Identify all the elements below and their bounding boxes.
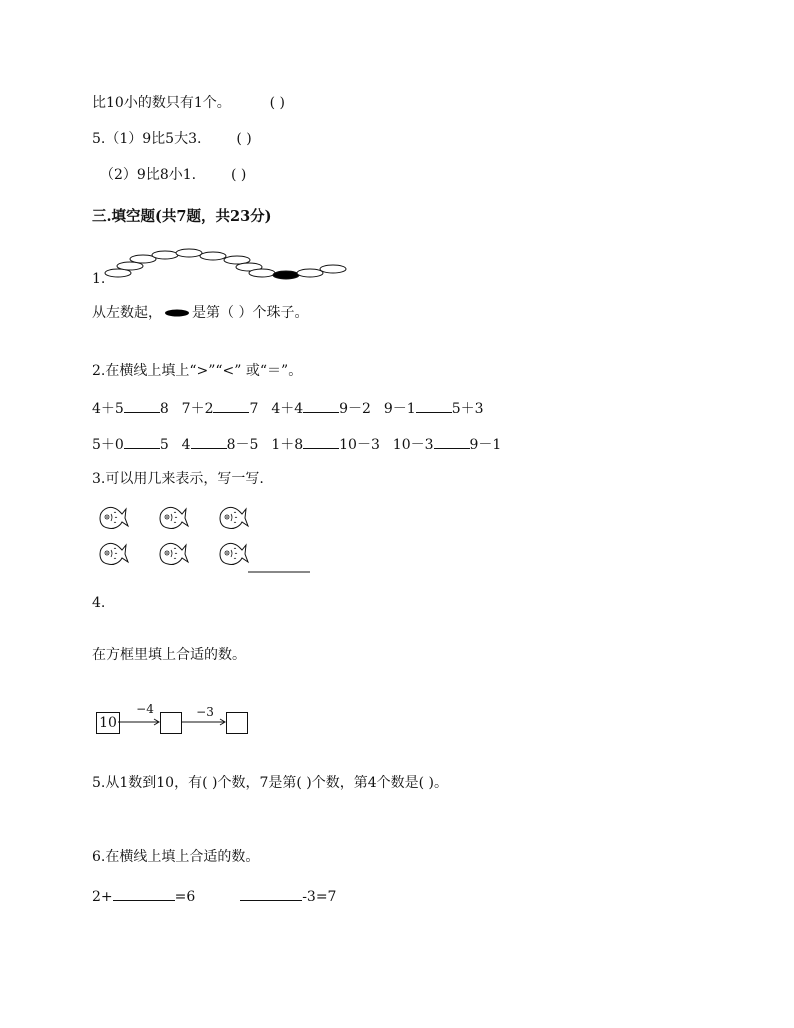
expr-right: 9－1 <box>469 437 502 453</box>
operation-minus-4: −4 <box>136 702 154 716</box>
problem-1-number: 1. <box>92 271 106 287</box>
fish-icon <box>100 543 128 564</box>
expr-right: 5 <box>159 437 169 453</box>
arrow-right-icon <box>118 717 160 727</box>
problem-4-text: 在方框里填上合适的数。 <box>92 647 246 663</box>
problem-1-question <box>92 304 308 322</box>
expr-left: 4 <box>181 437 191 453</box>
true-false-item-5-1 <box>92 130 252 148</box>
compare-blank[interactable] <box>416 398 452 413</box>
compare-blank[interactable] <box>303 434 339 449</box>
item-5-1-text: 5.（1）9比5大3. <box>92 131 202 147</box>
black-bead-icon <box>162 306 192 320</box>
expr-left: 7＋2 <box>181 401 214 417</box>
expr-left: 5＋0 <box>92 437 124 453</box>
expr-left: 4＋5 <box>92 401 124 417</box>
expr-right: 8 <box>159 401 169 417</box>
true-false-item-4 <box>92 94 285 112</box>
expr-left: 1＋8 <box>271 437 304 453</box>
expr-right: 5＋3 <box>451 401 484 417</box>
fish-group <box>0 500 794 580</box>
expr-right: 7 <box>249 401 259 417</box>
problem-1-text-after: 是第（ ）个珠子。 <box>192 305 309 321</box>
problem-1-text-before: 从左数起， <box>92 305 162 321</box>
problem-4-number: 4. <box>92 595 106 611</box>
compare-blank[interactable] <box>303 398 339 413</box>
comparison-row-1 <box>92 398 484 418</box>
compare-blank[interactable] <box>124 434 160 449</box>
answer-paren[interactable]: ( ) <box>269 95 286 111</box>
answer-paren[interactable]: ( ) <box>236 131 252 147</box>
fish-icon <box>160 543 188 564</box>
compare-blank[interactable] <box>434 434 470 449</box>
compare-blank[interactable] <box>124 398 160 413</box>
problem-5-text: 5.从1数到10，有( )个数，7是第( )个数，第4个数是( )。 <box>92 775 449 791</box>
problem-6-equations <box>92 886 336 906</box>
fish-icon <box>220 507 248 528</box>
start-number-box: 10 <box>96 712 120 734</box>
fish-icon <box>160 507 188 528</box>
fish-icon <box>100 507 128 528</box>
item-4-text: 比10小的数只有1个。 <box>92 95 231 111</box>
expr-right: 10－3 <box>339 437 380 453</box>
compare-blank[interactable] <box>191 434 227 449</box>
answer-paren[interactable]: ( ) <box>231 167 247 183</box>
expr-left: 10－3 <box>392 437 434 453</box>
eq2-right: -3=7 <box>302 889 337 905</box>
operation-minus-3: −3 <box>196 705 214 719</box>
true-false-item-5-2 <box>100 166 246 184</box>
eq2-blank[interactable] <box>240 886 302 901</box>
eq1-left: 2+ <box>92 889 113 905</box>
eq1-blank[interactable] <box>113 886 175 901</box>
answer-box-2[interactable] <box>226 712 248 734</box>
expr-right: 8－5 <box>226 437 259 453</box>
expr-left: 9－1 <box>383 401 416 417</box>
problem-3-title: 3.可以用几来表示，写一写. <box>92 471 264 487</box>
eq1-right: =6 <box>174 889 196 905</box>
expr-right: 9－2 <box>339 401 371 417</box>
arrow-right-icon <box>182 717 224 727</box>
item-5-2-text: （2）9比8小1. <box>100 167 197 183</box>
compare-blank[interactable] <box>213 398 249 413</box>
section-3-title: 三.填空题(共7题，共23分) <box>92 208 272 225</box>
answer-box-1[interactable] <box>160 712 182 734</box>
expr-left: 4＋4 <box>271 401 304 417</box>
bead-string <box>0 246 794 286</box>
problem-2-title: 2.在横线上填上“>”“<” 或“＝”。 <box>92 363 303 379</box>
problem-6-title: 6.在横线上填上合适的数。 <box>92 849 260 865</box>
fish-icon <box>220 543 248 564</box>
comparison-row-2 <box>92 434 501 454</box>
